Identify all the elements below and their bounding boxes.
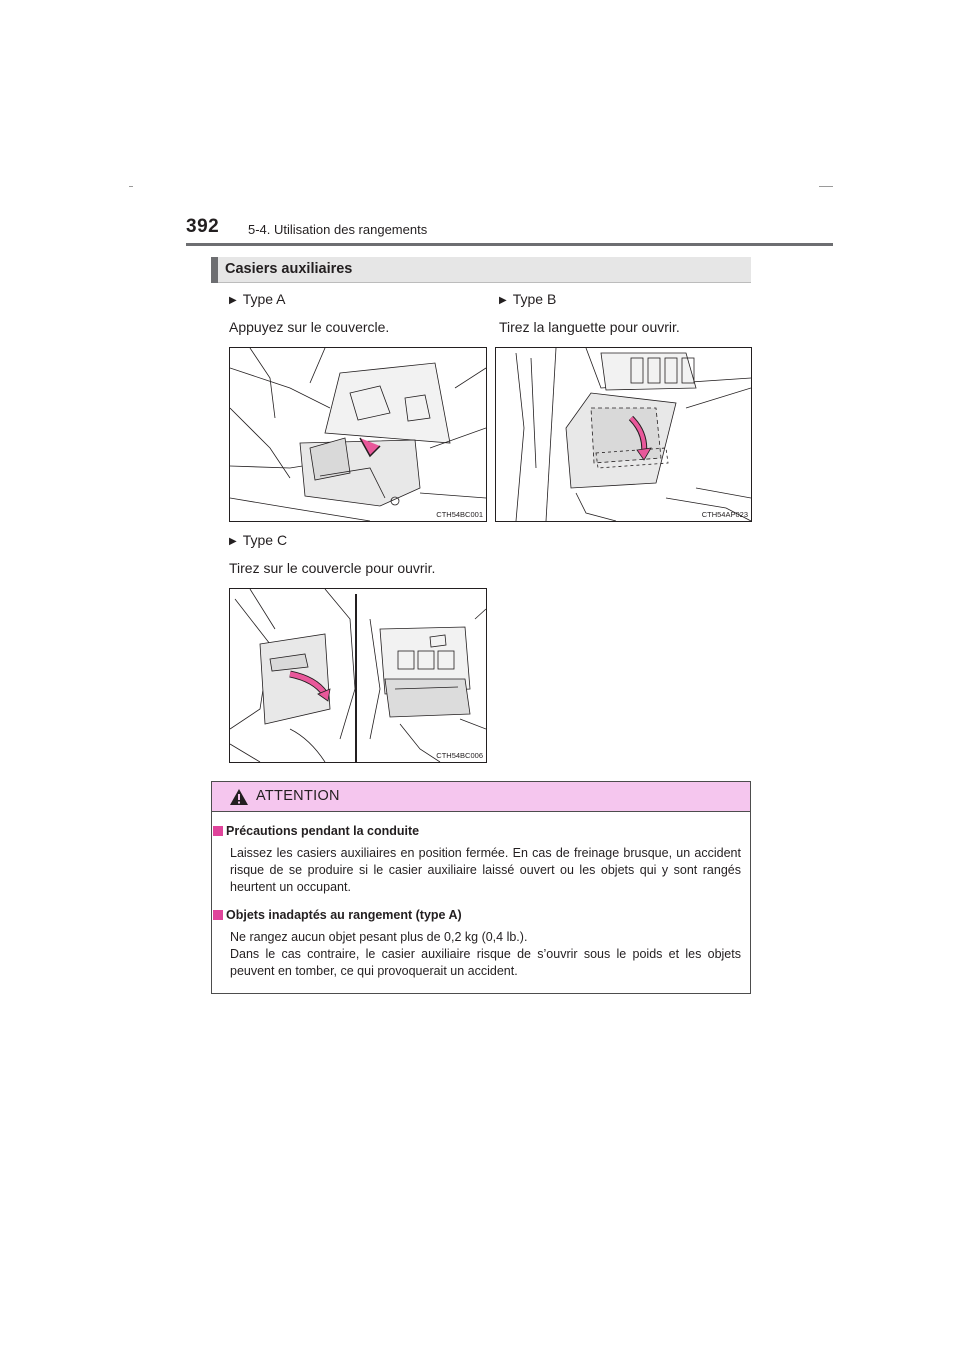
triangle-bullet-icon: ▶ (229, 536, 237, 547)
figure-code: CTH54AP023 (701, 510, 748, 519)
warning-item-text (230, 929, 741, 980)
section-title-bar (211, 257, 751, 283)
section-title: Casiers auxiliaires (225, 261, 353, 277)
section-reference: 5-4. Utilisation des rangements (248, 222, 428, 237)
warning-box (211, 781, 751, 994)
figure-type-a (229, 347, 487, 522)
warning-text-line: Dans le cas contraire, le casier auxiliaire risque de s’ouvrir sous le poids et les objets peuvent en tomber, ce qui provoquerait un accident. (230, 947, 741, 978)
figure-type-b (495, 347, 752, 522)
type-a-instruction: Appuyez sur le couvercle. (229, 319, 390, 335)
type-b-label: ▶ Type B (499, 291, 557, 307)
warning-header (212, 782, 750, 812)
crop-mark-left (129, 186, 133, 187)
type-b-instruction: Tirez la languette pour ouvrir. (499, 319, 680, 335)
crop-mark-right (819, 186, 833, 187)
figure-code: CTH54BC001 (436, 510, 483, 519)
warning-text-line: Ne rangez aucun objet pesant plus de 0,2 kg (0,4 lb.). (230, 930, 528, 944)
header-rule (186, 243, 833, 246)
square-bullet-icon (213, 910, 223, 920)
figure-code: CTH54BC006 (436, 751, 483, 760)
warning-item-text: Laissez les casiers auxiliaires en position fermée. En cas de freinage brusque, un accident risque de se produire si le casier auxiliaire laissé ouvert ou les objets qui y sont rangés heurtent un occupant. (230, 846, 741, 894)
section-accent (211, 257, 218, 283)
figure-type-c (229, 588, 487, 763)
warning-triangle-icon (229, 788, 249, 811)
type-a-label: ▶ Type A (229, 291, 286, 307)
type-c-label: ▶ Type C (229, 532, 288, 548)
type-c-instruction: Tirez sur le couvercle pour ouvrir. (229, 560, 436, 576)
warning-item-heading: Précautions pendant la conduite (213, 824, 419, 838)
triangle-bullet-icon: ▶ (499, 295, 507, 306)
triangle-bullet-icon: ▶ (229, 295, 237, 306)
warning-title: ATTENTION (256, 788, 340, 804)
warning-item-heading: Objets inadaptés au rangement (type A) (213, 908, 462, 922)
square-bullet-icon (213, 826, 223, 836)
page-number: 392 (186, 216, 220, 237)
